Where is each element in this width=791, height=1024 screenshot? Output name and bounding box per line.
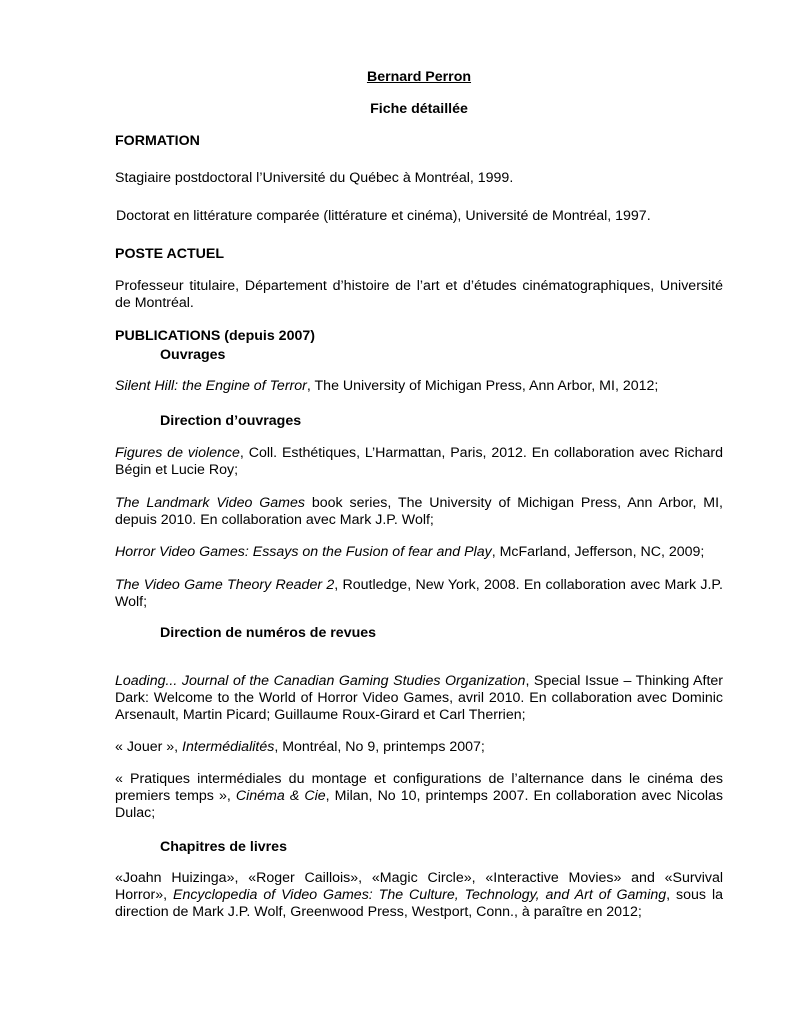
publication-entry (115, 495, 723, 529)
publication-entry (115, 673, 723, 724)
publication-title: The Landmark Video Games (115, 495, 305, 511)
publication-entry (115, 378, 723, 395)
publication-entry (115, 577, 723, 611)
publication-title: Encyclopedia of Video Games: The Culture, Technology, and Art of Gaming (172, 887, 667, 903)
publication-title: Silent Hill: the Engine of Terror (115, 378, 307, 394)
publication-details: , Special Issue – Thinking After Dark: Welcome to the World of Horror Video Games, avril 2010. En collaboration avec Dominic Arsenault, Martin Picard; Guillaume Roux-Girard et Carl Therrien; (115, 673, 724, 723)
publication-details: , Montréal, No 9, printemps 2007; (274, 739, 485, 755)
publication-details: , Coll. Esthétiques, L’Harmattan, Paris, 2012. En collaboration avec Richard Bégin et Lucie Roy; (115, 445, 723, 478)
publication-details: book series, The University of Michigan Press, Ann Arbor, MI, depuis 2010. En collaboration avec Mark J.P. Wolf; (115, 495, 723, 528)
publication-entry (115, 870, 723, 921)
formation-item: Stagiaire postdoctoral l’Université du Québec à Montréal, 1999. (115, 170, 514, 186)
section-heading-poste: POSTE ACTUEL (115, 246, 225, 262)
publication-title: The Video Game Theory Reader 2 (115, 577, 335, 593)
publication-entry (115, 771, 723, 822)
publication-title: Loading... Journal of the Canadian Gaming Studies Organization (115, 673, 526, 689)
subheading-direction-ouvrages: Direction d’ouvrages (160, 413, 302, 429)
author-name: Bernard Perron (366, 69, 472, 85)
publication-details: , sous la direction de Mark J.P. Wolf, Greenwood Press, Westport, Conn., à paraître en 2012; (115, 887, 723, 920)
section-heading-publications: PUBLICATIONS (depuis 2007) (115, 328, 315, 344)
publication-entry (115, 445, 723, 479)
publication-title: Cinéma & Cie (235, 788, 326, 804)
publication-prefix: « Pratiques intermédiales du montage et configurations de l’alternance dans le cinéma des premiers temps », (115, 771, 723, 804)
subheading-ouvrages: Ouvrages (160, 347, 226, 363)
section-heading-formation: FORMATION (115, 133, 200, 149)
publication-details: , The University of Michigan Press, Ann Arbor, MI, 2012; (306, 378, 659, 394)
publication-entry (115, 739, 723, 756)
publication-title: Figures de violence (115, 445, 240, 461)
subheading-chapitres: Chapitres de livres (160, 839, 287, 855)
document-subtitle: Fiche détaillée (370, 101, 468, 117)
publication-details: , Routledge, New York, 2008. En collaboration avec Mark J.P. Wolf; (115, 577, 723, 610)
publication-details: , Milan, No 10, printemps 2007. En collaboration avec Nicolas Dulac; (115, 788, 723, 821)
poste-text: Professeur titulaire, Département d’histoire de l’art et d’études cinématographiques, Université de Montréal. (115, 278, 723, 311)
publication-prefix: « Jouer », (115, 739, 183, 755)
publication-entry (115, 544, 723, 561)
publication-prefix: «Joahn Huizinga», «Roger Caillois», «Magic Circle», «Interactive Movies» and «Survival Horror», (115, 870, 723, 903)
publication-title: Horror Video Games: Essays on the Fusion of fear and Play (115, 544, 492, 560)
publication-details: , McFarland, Jefferson, NC, 2009; (491, 544, 705, 560)
publication-title: Intermédialités (182, 739, 275, 755)
subheading-direction-revues: Direction de numéros de revues (160, 625, 377, 641)
formation-item: Doctorat en littérature comparée (littérature et cinéma), Université de Montréal, 1997. (116, 208, 651, 224)
